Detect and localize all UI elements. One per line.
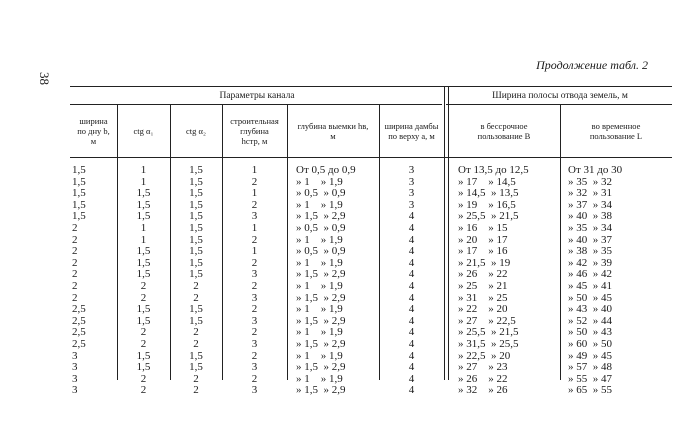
cell-bottom-width: 1,5 [72, 210, 86, 223]
cell-construction-depth: 1 [251, 245, 258, 258]
cell-construction-depth: 2 [251, 349, 258, 362]
cell-ctg-a2: 2 [193, 280, 199, 292]
cell-construction-depth: 2 [251, 326, 258, 339]
cell-dam-width: 4 [408, 384, 415, 397]
cell-permanent-use: » 25 » 21 [458, 280, 508, 292]
cell-ctg-a2: 1,5 [189, 256, 203, 269]
header-line: пользование L [589, 131, 643, 141]
cell-bottom-width: 1,5 [72, 198, 86, 211]
cell-permanent-use: » 27 » 22,5 [458, 314, 516, 327]
cell-construction-depth: 2 [251, 280, 258, 292]
cell-construction-depth: 3 [251, 361, 258, 374]
cell-dam-width: 4 [408, 233, 415, 246]
cell-construction-depth: 3 [251, 338, 258, 350]
header-line: по верху a, м [388, 131, 435, 141]
cell-permanent-use: » 25,5 » 21,5 [458, 210, 519, 223]
cell-ctg-a1: 2 [140, 384, 147, 397]
cell-construction-depth: 2 [251, 256, 258, 269]
cell-ctg-a1: 1 [140, 233, 147, 246]
header-bottom-width [70, 106, 117, 156]
cell-excavation-depth: » 1,5 » 2,9 [296, 384, 346, 397]
cell-dam-width: 4 [408, 349, 415, 362]
cell-permanent-use: » 21,5 » 19 [458, 256, 511, 269]
cell-permanent-use: » 20 » 17 [458, 233, 508, 246]
table-top-rule [70, 86, 672, 87]
cell-temporary-use: » 60 » 50 [568, 338, 612, 350]
cell-dam-width: 4 [408, 361, 415, 374]
cell-ctg-a1: 1,5 [136, 198, 151, 211]
header-line: м [90, 136, 97, 146]
cell-permanent-use: » 26 » 22 [458, 268, 508, 281]
cell-permanent-use: » 31,5 » 25,5 [458, 338, 519, 350]
cell-temporary-use: » 50 » 45 [568, 291, 612, 304]
header-bottom-rule [70, 157, 672, 158]
cell-dam-width: 4 [408, 314, 415, 327]
cell-bottom-width: 1,5 [72, 175, 86, 188]
cell-temporary-use: » 49 » 45 [568, 349, 612, 362]
cell-ctg-a1: 1,5 [136, 268, 151, 281]
cell-bottom-width: 2,5 [72, 303, 86, 316]
cell-ctg-a2: 1,5 [189, 187, 203, 200]
cell-bottom-width: 2 [72, 256, 78, 269]
params-group-header: Параметры канала [219, 90, 295, 101]
cell-excavation-depth: » 1 » 1,9 [296, 372, 343, 385]
cell-temporary-use: » 35 » 32 [568, 175, 612, 188]
cell-excavation-depth: » 1 » 1,9 [296, 303, 343, 316]
cell-permanent-use: » 31 » 25 [458, 291, 508, 304]
header-line: в бессрочное [480, 121, 528, 131]
table-caption: Продолжение табл. 2 [536, 58, 648, 72]
cell-ctg-a1: 1,5 [136, 187, 151, 200]
cell-bottom-width: 2 [72, 245, 78, 258]
cell-excavation-depth: » 0,5 » 0,9 [296, 222, 346, 234]
cell-ctg-a1: 2 [140, 291, 147, 304]
cell-permanent-use: » 25,5 » 21,5 [458, 326, 519, 339]
cell-temporary-use: » 45 » 41 [568, 280, 612, 292]
cell-excavation-depth: » 1,5 » 2,9 [296, 291, 346, 304]
header-permanent-use [448, 106, 560, 156]
cell-ctg-a1: 1,5 [136, 361, 151, 374]
cell-temporary-use: » 38 » 35 [568, 245, 612, 258]
header-line: пользование B [477, 131, 531, 141]
cell-temporary-use: » 43 » 40 [568, 303, 612, 316]
cell-temporary-use: » 40 » 38 [568, 210, 612, 223]
cell-ctg-a1: 1,5 [136, 314, 151, 327]
cell-ctg-a2: 1,5 [189, 314, 203, 327]
cell-ctg-a1: 1 [140, 222, 147, 234]
cell-bottom-width: 2 [72, 233, 78, 246]
header-dam-width [379, 106, 444, 156]
header-line: глубина [240, 126, 269, 136]
cell-construction-depth: 3 [251, 268, 258, 281]
params-group-rule [70, 104, 442, 105]
cell-construction-depth: 2 [251, 175, 258, 188]
cell-bottom-width: 3 [72, 372, 78, 385]
cell-permanent-use: » 17 » 14,5 [458, 175, 516, 188]
cell-ctg-a2: 2 [193, 372, 199, 385]
cell-bottom-width: 2 [72, 280, 78, 292]
header-excavation-depth [287, 106, 379, 156]
header-line: глубина выемки hв, [297, 121, 369, 131]
cell-temporary-use: » 50 » 43 [568, 326, 612, 339]
cell-dam-width: 4 [408, 280, 415, 292]
cell-bottom-width: 2 [72, 291, 78, 304]
cell-ctg-a2: 2 [193, 291, 199, 304]
cell-excavation-depth: » 0,5 » 0,9 [296, 245, 346, 258]
cell-excavation-depth: » 1 » 1,9 [296, 198, 343, 211]
cell-construction-depth: 3 [251, 291, 258, 304]
cell-permanent-use: » 17 » 16 [458, 245, 508, 258]
cell-bottom-width: 3 [72, 349, 78, 362]
cell-permanent-use: » 14,5 » 13,5 [458, 187, 519, 200]
cell-excavation-depth: » 1 » 1,9 [296, 175, 343, 188]
cell-bottom-width: 2 [72, 222, 78, 234]
cell-temporary-use: От 31 до 30 [568, 164, 623, 176]
cell-ctg-a1: 1,5 [136, 210, 151, 223]
cell-ctg-a1: 1 [140, 175, 147, 188]
cell-ctg-a2: 1,5 [189, 349, 203, 362]
cell-ctg-a1: 2 [140, 372, 147, 385]
cell-ctg-a2: 1,5 [189, 198, 203, 211]
cell-construction-depth: 2 [251, 372, 258, 385]
cell-bottom-width: 2,5 [72, 326, 86, 339]
cell-temporary-use: » 65 » 55 [568, 384, 612, 397]
cell-permanent-use: » 19 » 16,5 [458, 198, 516, 211]
cell-temporary-use: » 35 » 34 [568, 222, 612, 234]
cell-excavation-depth: » 1 » 1,9 [296, 233, 343, 246]
cell-ctg-a1: 1,5 [136, 349, 151, 362]
cell-dam-width: 4 [408, 338, 415, 350]
header-line: hстр, м [241, 136, 268, 146]
cell-ctg-a2: 2 [193, 326, 199, 339]
cell-bottom-width: 2,5 [72, 314, 86, 327]
cell-bottom-width: 1,5 [72, 187, 86, 200]
cell-ctg-a1: 1 [140, 164, 147, 176]
cell-ctg-a2: 2 [193, 338, 199, 350]
header-line: ширина дамбы [384, 121, 439, 131]
cell-dam-width: 3 [408, 175, 415, 188]
cell-excavation-depth: » 1 » 1,9 [296, 280, 343, 292]
cell-temporary-use: » 32 » 31 [568, 187, 612, 200]
cell-construction-depth: 3 [251, 384, 258, 397]
cell-ctg-a1: 1,5 [136, 256, 151, 269]
cell-ctg-a2: 1,5 [189, 175, 203, 188]
header-line: по дну b, [77, 126, 110, 136]
cell-construction-depth: 2 [251, 303, 258, 316]
cell-dam-width: 4 [408, 222, 415, 234]
cell-construction-depth: 1 [251, 222, 258, 234]
cell-ctg-a2: 1,5 [189, 245, 203, 258]
cell-dam-width: 3 [408, 164, 415, 176]
cell-dam-width: 4 [408, 326, 415, 339]
cell-bottom-width: 3 [72, 384, 78, 397]
cell-construction-depth: 2 [251, 198, 258, 211]
header-ctg-a2: ctg α₂ [186, 126, 206, 136]
cell-dam-width: 4 [408, 291, 415, 304]
cell-temporary-use: » 37 » 34 [568, 198, 612, 211]
header-line: ширина [79, 116, 108, 126]
cell-temporary-use: » 52 » 44 [568, 314, 612, 327]
cell-ctg-a1: 1,5 [136, 245, 151, 258]
cell-dam-width: 4 [408, 303, 415, 316]
cell-excavation-depth: » 1,5 » 2,9 [296, 210, 346, 223]
cell-temporary-use: » 55 » 47 [568, 372, 612, 385]
header-temporary-use [560, 106, 672, 156]
cell-construction-depth: 2 [251, 233, 258, 246]
header-line: строительная [230, 116, 279, 126]
cell-ctg-a2: 1,5 [189, 361, 203, 374]
cell-ctg-a1: 2 [140, 280, 147, 292]
cell-bottom-width: 2 [72, 268, 78, 281]
cell-excavation-depth: » 1 » 1,9 [296, 256, 343, 269]
cell-permanent-use: » 22 » 20 [458, 303, 508, 316]
cell-excavation-depth: » 0,5 » 0,9 [296, 187, 346, 200]
cell-permanent-use: » 26 » 22 [458, 372, 508, 385]
cell-bottom-width: 3 [72, 361, 78, 374]
cell-construction-depth: 1 [251, 187, 258, 200]
cell-ctg-a2: 1,5 [189, 222, 203, 234]
cell-construction-depth: 3 [251, 210, 258, 223]
cell-excavation-depth: » 1 » 1,9 [296, 349, 343, 362]
cell-permanent-use: » 32 » 26 [458, 384, 508, 397]
group-divider [444, 86, 445, 380]
strip-group-header: Ширина полосы отвода земель, м [492, 90, 628, 101]
cell-excavation-depth: » 1,5 » 2,9 [296, 361, 346, 374]
cell-excavation-depth: » 1,5 » 2,9 [296, 338, 346, 350]
cell-permanent-use: » 27 » 23 [458, 361, 508, 374]
cell-construction-depth: 1 [251, 164, 258, 176]
strip-group-rule [446, 104, 672, 105]
cell-excavation-depth: » 1,5 » 2,9 [296, 314, 346, 327]
header-line: м [330, 131, 336, 141]
cell-bottom-width: 1,5 [72, 164, 86, 176]
cell-ctg-a1: 2 [140, 338, 147, 350]
cell-dam-width: 4 [408, 256, 415, 269]
cell-permanent-use: » 16 » 15 [458, 222, 508, 234]
cell-ctg-a2: 1,5 [189, 210, 203, 223]
cell-dam-width: 4 [408, 210, 415, 223]
cell-dam-width: 3 [408, 198, 415, 211]
page-number: 38 [37, 72, 52, 85]
cell-ctg-a2: 1,5 [189, 303, 203, 316]
header-construction-depth [222, 106, 287, 156]
cell-ctg-a2: 1,5 [189, 164, 203, 176]
cell-temporary-use: » 57 » 48 [568, 361, 612, 374]
cell-temporary-use: » 46 » 42 [568, 268, 612, 281]
cell-construction-depth: 3 [251, 314, 258, 327]
cell-excavation-depth: » 1 » 1,9 [296, 326, 343, 339]
cell-ctg-a1: 1,5 [136, 303, 151, 316]
cell-excavation-depth: От 0,5 до 0,9 [296, 164, 356, 176]
cell-dam-width: 4 [408, 372, 415, 385]
cell-ctg-a2: 1,5 [189, 268, 203, 281]
cell-bottom-width: 2,5 [72, 338, 86, 350]
cell-dam-width: 3 [408, 187, 415, 200]
header-ctg-a1: ctg α₁ [133, 126, 154, 136]
cell-dam-width: 4 [408, 268, 415, 281]
cell-ctg-a1: 2 [140, 326, 147, 339]
cell-ctg-a2: 2 [193, 384, 199, 397]
header-line: во временное [591, 121, 641, 131]
cell-permanent-use: От 13,5 до 12,5 [458, 164, 529, 176]
cell-temporary-use: » 42 » 39 [568, 256, 612, 269]
cell-excavation-depth: » 1,5 » 2,9 [296, 268, 346, 281]
cell-dam-width: 4 [408, 245, 415, 258]
cell-temporary-use: » 40 » 37 [568, 233, 612, 246]
cell-permanent-use: » 22,5 » 20 [458, 349, 511, 362]
cell-ctg-a2: 1,5 [189, 233, 203, 246]
